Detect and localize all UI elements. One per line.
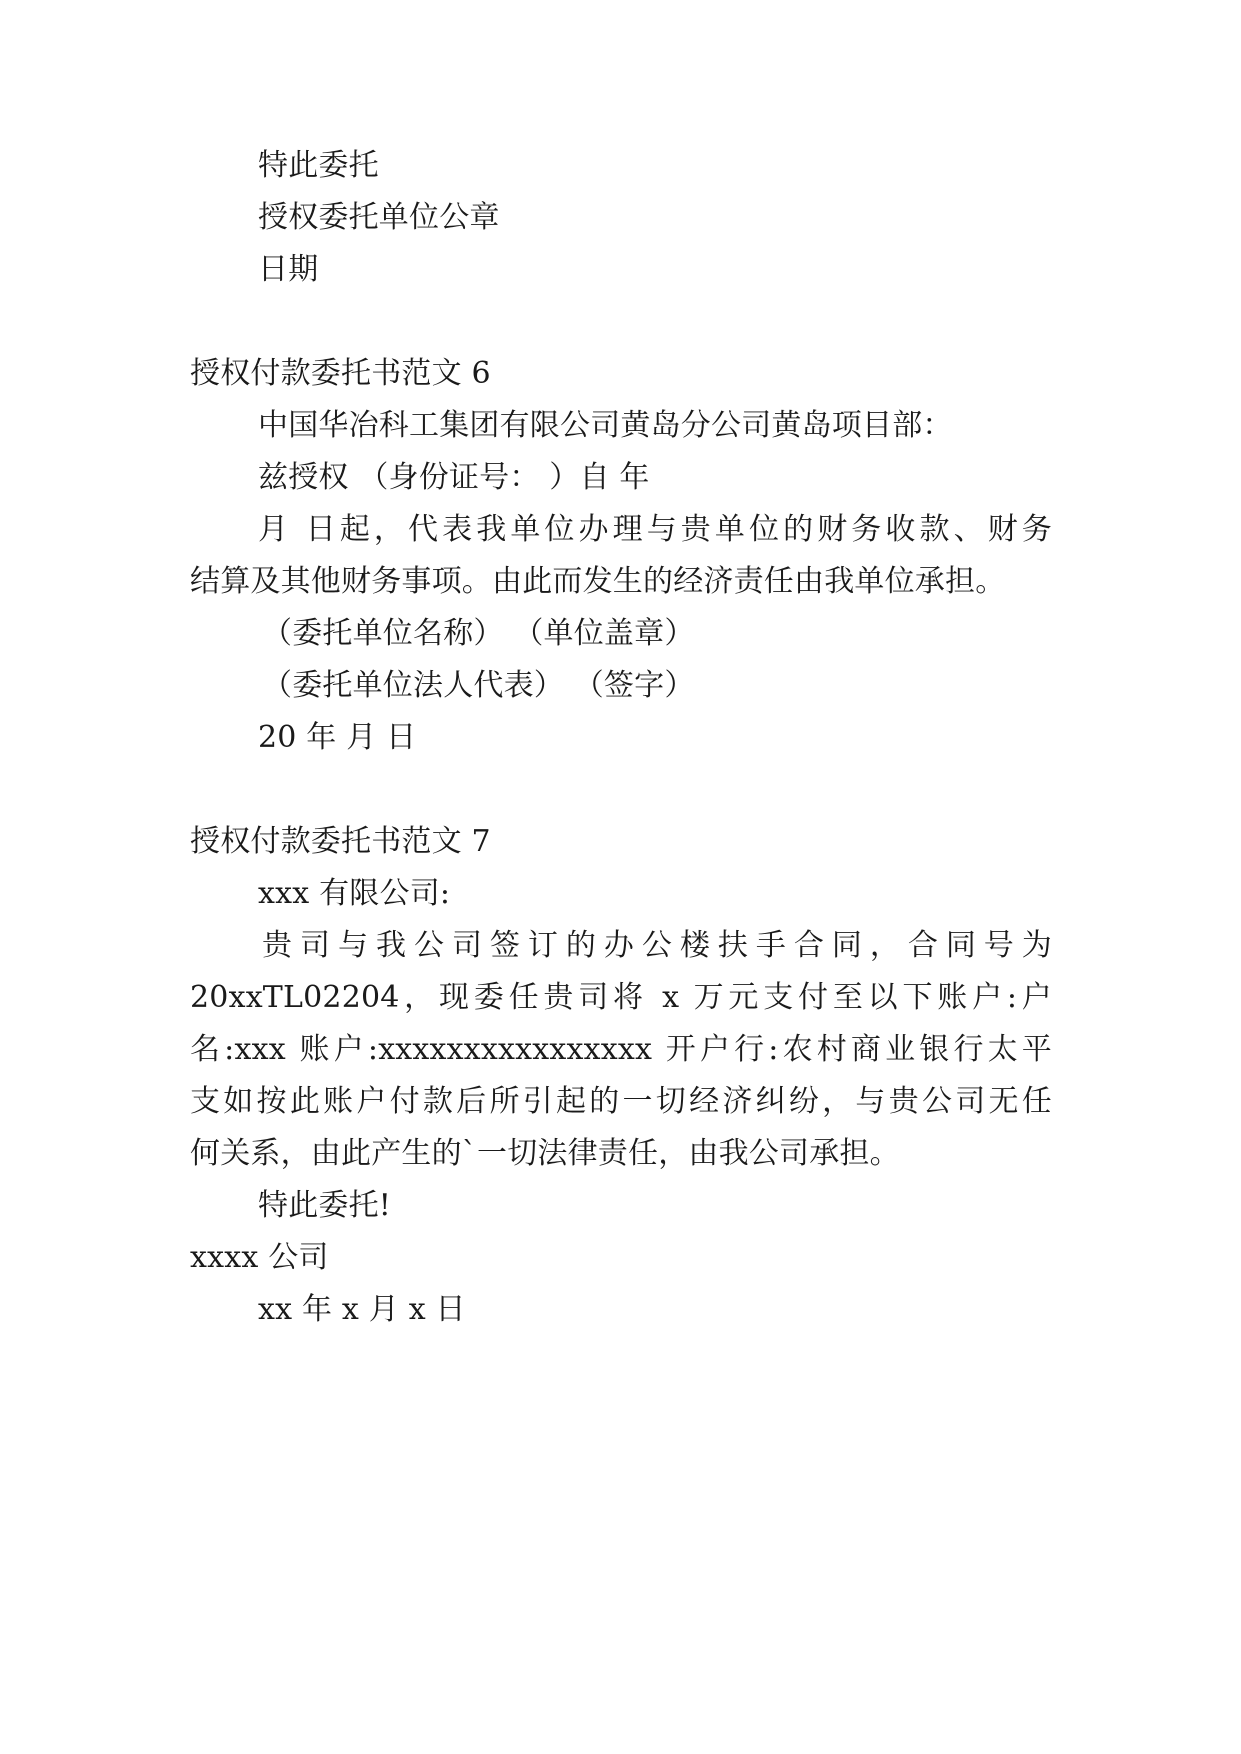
seal-label: 授权委托单位公章 bbox=[258, 200, 500, 235]
section-7-paragraph-line: 贵司与我公司签订的办公楼扶手合同，合同号为 bbox=[262, 928, 1052, 963]
section-7-date: xx 年 x 月 x 日 bbox=[258, 1292, 466, 1327]
section-6-paragraph-line: 结算及其他财务事项。由此而发生的经济责任由我单位承担。 bbox=[190, 564, 1006, 599]
closing-text: 特此委托 bbox=[258, 148, 379, 183]
section-6-signature-line: （委托单位法人代表） （签字） bbox=[262, 668, 695, 703]
section-7-paragraph-line: 名:xxx 账户:xxxxxxxxxxxxxxxx 开户行:农村商业银行太平 bbox=[190, 1032, 1052, 1067]
section-6-date: 20 年 月 日 bbox=[258, 720, 417, 755]
section-7-heading: 授权付款委托书范文 7 bbox=[190, 824, 491, 859]
section-7-paragraph-line: 支如按此账户付款后所引起的一切经济纠纷，与贵公司无任 bbox=[190, 1084, 1052, 1119]
section-7-recipient: xxx 有限公司: bbox=[258, 876, 451, 911]
section-6-heading: 授权付款委托书范文 6 bbox=[190, 356, 491, 391]
section-7-paragraph-line: 何关系，由此产生的`一切法律责任，由我公司承担。 bbox=[190, 1136, 900, 1171]
section-6-paragraph-line: 兹授权 （身份证号： ）自 年 bbox=[258, 460, 650, 495]
section-7-closing: 特此委托! bbox=[258, 1188, 392, 1223]
section-7-company: xxxx 公司 bbox=[190, 1240, 329, 1275]
section-6-paragraph-line: 月 日起，代表我单位办理与贵单位的财务收款、财务 bbox=[258, 512, 1052, 547]
date-label: 日期 bbox=[258, 252, 319, 287]
section-6-signature-line: （委托单位名称） （单位盖章） bbox=[262, 616, 695, 651]
section-7-paragraph-line: 20xxTL02204，现委任贵司将 x 万元支付至以下账户:户 bbox=[190, 980, 1052, 1015]
section-6-recipient: 中国华冶科工集团有限公司黄岛分公司黄岛项目部： bbox=[258, 408, 953, 443]
